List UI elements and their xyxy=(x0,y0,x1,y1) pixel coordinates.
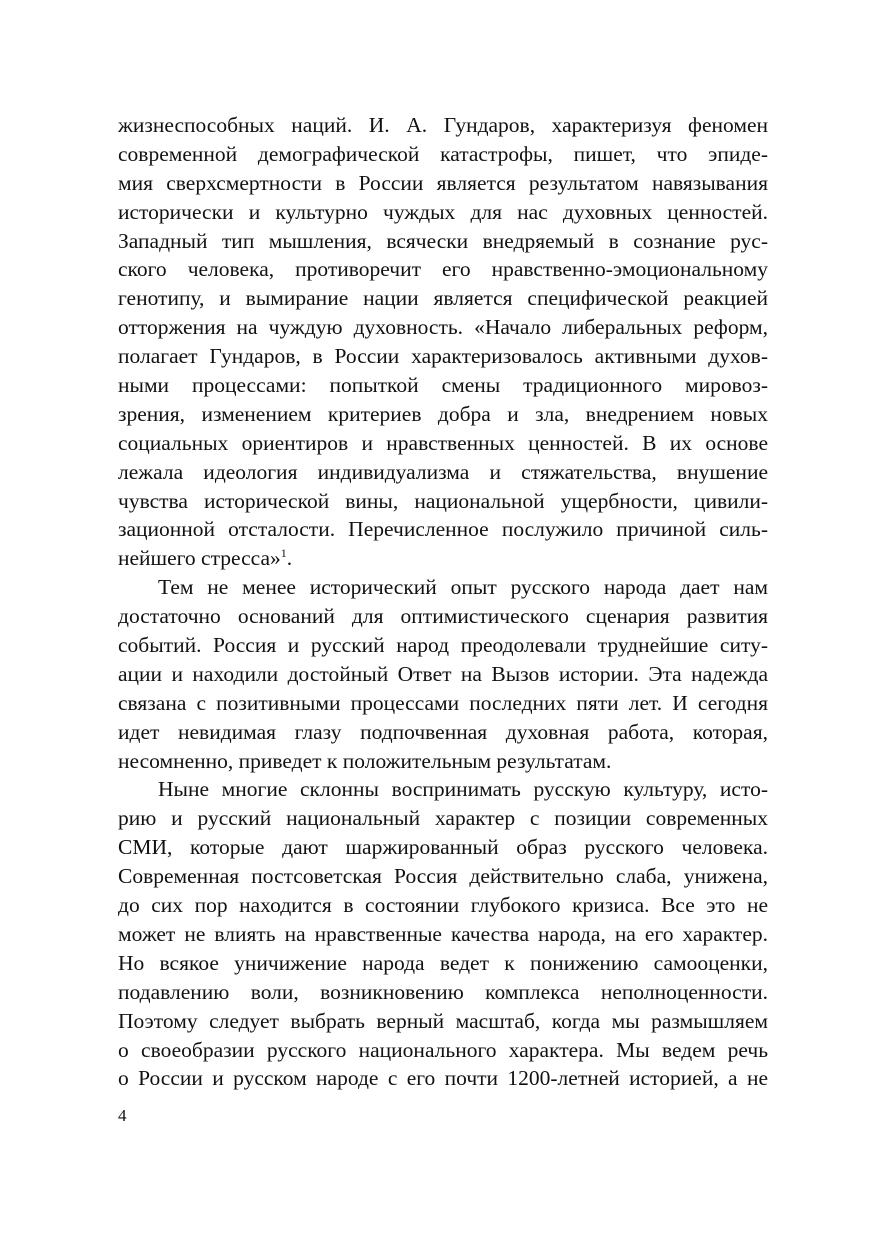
text-line: жизнеспособных наций. И. А. Гундаров, характеризуя феномен xyxy=(118,113,768,137)
text-line: полагает Гундаров, в России характеризовалось активными духов- xyxy=(118,344,768,369)
text-line: Но всякое уничижение народа ведет к понижению самооценки, xyxy=(118,950,768,975)
text-line: может не влиять на нравственные качества народа, на его характер. xyxy=(118,921,768,946)
footnote-trailing-punctuation: . xyxy=(286,546,293,571)
paragraph xyxy=(118,573,768,775)
page-number: 4 xyxy=(118,1106,127,1125)
text-line: несомненно, приведет к положительным результатам. xyxy=(118,748,612,773)
paragraph xyxy=(118,111,768,573)
text-line: мия сверхсмертности в России является результатом навязывания xyxy=(118,170,768,195)
text-line: о России и русском народе с его почти 1200-летней историей, а не xyxy=(118,1066,768,1091)
text-line: нейшего стресса»$^1$. xyxy=(118,546,293,571)
text-line: событий. Россия и русский народ преодолевали труднейшие ситу- xyxy=(118,633,768,658)
text-line: исторически и культурно чуждых для нас духовных ценностей. xyxy=(118,199,768,224)
text-line: до сих пор находится в состоянии глубокого кризиса. Все это не xyxy=(118,893,768,918)
footnote-marker[interactable]: 1 xyxy=(280,546,287,561)
body-text xyxy=(118,111,768,1093)
text-line: достаточно оснований для оптимистического сценария развития xyxy=(118,604,768,629)
text-line: ации и находили достойный Ответ на Вызов истории. Эта надежда xyxy=(118,661,768,686)
text-line: современной демографической катастрофы, пишет, что эпиде- xyxy=(118,141,768,166)
text-line: социальных ориентиров и нравственных ценностей. В их основе xyxy=(118,430,768,455)
paragraph xyxy=(118,775,768,1093)
text-line: Тем не менее исторический опыт русского народа дает нам xyxy=(158,575,768,600)
text-line: идет невидимая глазу подпочвенная духовная работа, которая, xyxy=(118,719,768,744)
text-line: о своеобразии русского национального характера. Мы ведем речь xyxy=(118,1037,768,1062)
text-line: Ныне многие склонны воспринимать русскую культуру, исто- xyxy=(158,777,768,802)
text-line: отторжения на чуждую духовность. «Начало либеральных реформ, xyxy=(118,315,768,340)
text-line: Поэтому следует выбрать верный масштаб, когда мы размышляем xyxy=(118,1008,768,1033)
text-line: Западный тип мышления, всячески внедряемый в сознание рус- xyxy=(118,228,768,253)
text-line: ными процессами: попыткой смены традиционного мировоз- xyxy=(118,373,768,398)
text-line: СМИ, которые дают шаржированный образ русского человека. xyxy=(118,835,768,860)
text-line: рию и русский национальный характер с позиции современных xyxy=(118,806,768,831)
text-line: зрения, изменением критериев добра и зла, внедрением новых xyxy=(118,401,768,426)
text-line: чувства исторической вины, национальной ущербности, цивили- xyxy=(118,488,768,513)
text-line: ского человека, противоречит его нравственно-эмоциональному xyxy=(118,257,768,282)
text-line: зационной отсталости. Перечисленное послужило причиной силь- xyxy=(118,517,768,542)
text-line: лежала идеология индивидуализма и стяжательства, внушение xyxy=(118,459,768,484)
text-line: Современная постсоветская Россия действительно слаба, унижена, xyxy=(118,864,768,889)
text-line: связана с позитивными процессами последних пяти лет. И сегодня xyxy=(118,690,768,715)
text-line: подавлению воли, возникновению комплекса неполноценности. xyxy=(118,979,768,1004)
text-line: генотипу, и вымирание нации является специфической реакцией xyxy=(118,286,768,311)
